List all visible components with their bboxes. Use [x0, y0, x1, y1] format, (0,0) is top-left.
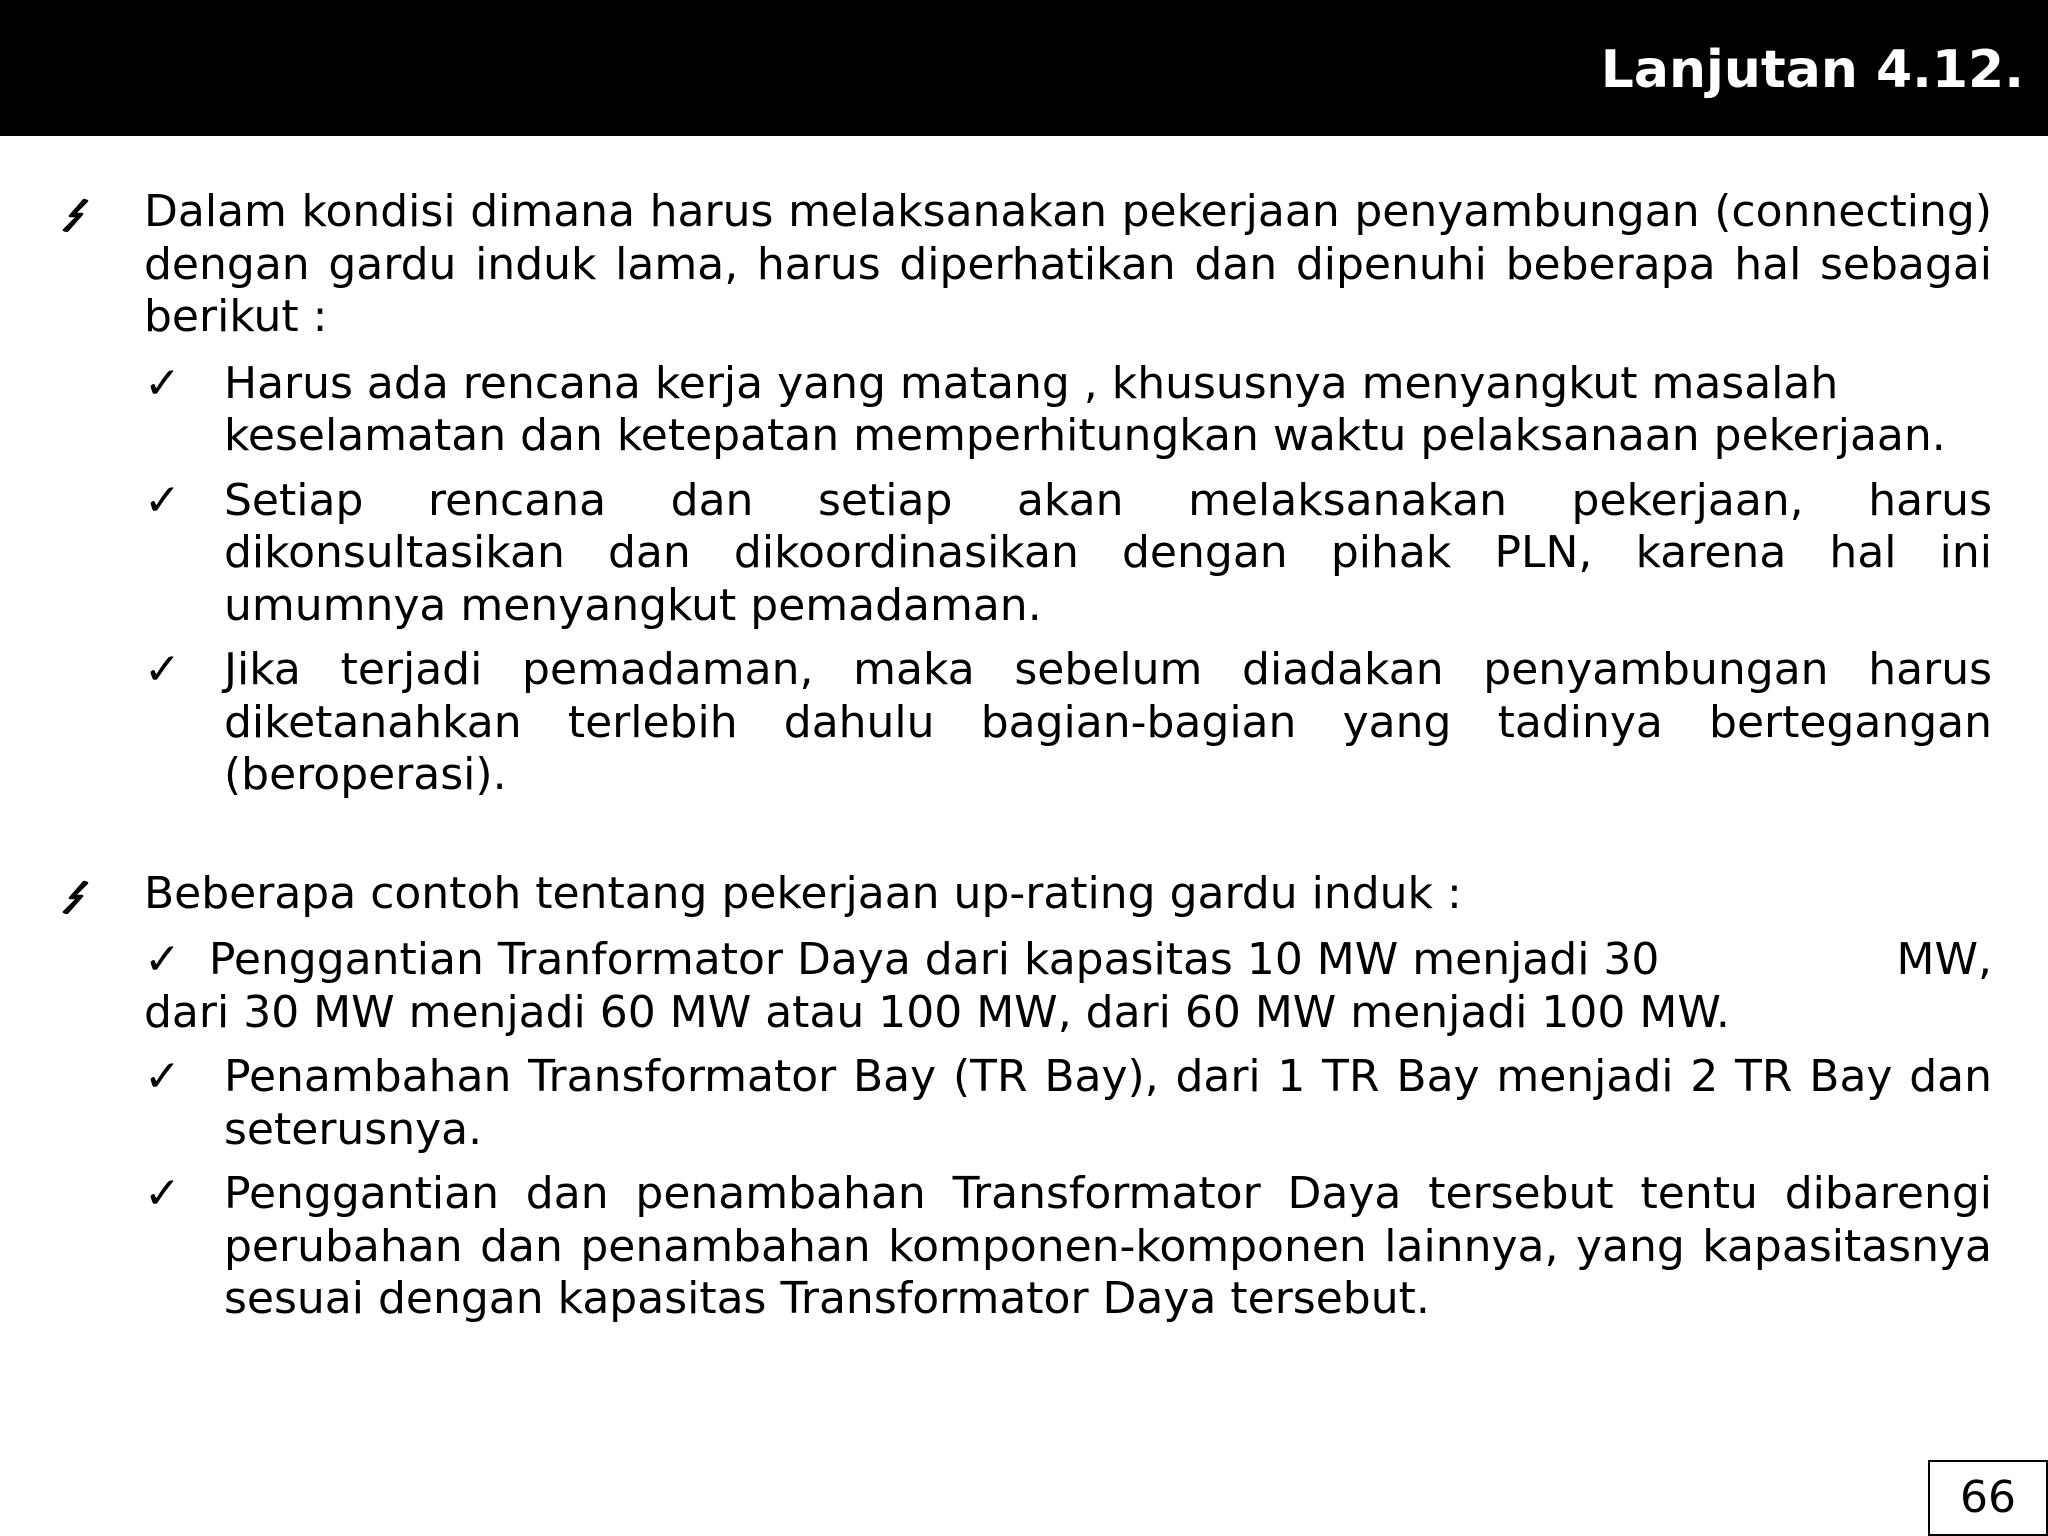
sub-item: [0, 475, 2048, 633]
sub-item-text: Harus ada rencana kerja yang matang , khususnya menyangkut masalah keselamatan dan ketepatan memperhitungkan waktu pelaksanaan pekerjaan.: [224, 357, 1946, 461]
slide-content: [0, 186, 2048, 1326]
sub-item-text-end: MW,: [1896, 934, 1992, 985]
title-bar: [0, 0, 2048, 136]
sub-item-text-continued: dari 30 MW menjadi 60 MW atau 100 MW, dari 60 MW menjadi 100 MW.: [144, 986, 1730, 1038]
check-icon: ✓: [144, 357, 181, 409]
sub-item-text: Penambahan Transformator Bay (TR Bay), dari 1 TR Bay menjadi 2 TR Bay dan seterusnya.: [224, 1051, 1992, 1155]
sub-item-text: Penggantian Tranformator Daya dari kapasitas 10 MW menjadi 30: [208, 934, 1660, 985]
check-icon: ✓: [144, 934, 181, 985]
bullet-text: Beberapa contoh tentang pekerjaan up-rating gardu induk :: [144, 867, 1462, 919]
lightning-bolt-icon: [58, 880, 92, 914]
lightning-bolt-icon: [58, 198, 92, 232]
bullet-text: Dalam kondisi dimana harus melaksanakan pekerjaan penyambungan (connecting) dengan gardu induk lama, harus diperhatikan dan dipenuhi beberapa hal sebagai berikut :: [144, 186, 1992, 342]
sub-item: [0, 1168, 2048, 1326]
check-icon: ✓: [144, 474, 181, 526]
sub-item-text: Jika terjadi pemadaman, maka sebelum diadakan penyambungan harus diketanahkan terlebih dahulu bagian-bagian yang tadinya bertegangan (beroperasi).: [224, 644, 1992, 800]
sub-item-text: Penggantian dan penambahan Transformator Daya tersebut tentu dibarengi perubahan dan penambahan komponen-komponen lainnya, yang kapasitasnya sesuai dengan kapasitas Transformator Daya tersebut.: [224, 1168, 1992, 1324]
page-title: Lanjutan 4.12.: [1600, 40, 2024, 100]
sub-item: [144, 934, 1992, 1039]
sub-item: [0, 358, 2048, 463]
sub-item: [0, 1051, 2048, 1156]
check-icon: ✓: [144, 1051, 181, 1102]
page-number: 66: [1928, 1460, 2048, 1536]
sub-item-text: Setiap rencana dan setiap akan melaksanakan pekerjaan, harus dikonsultasikan dan dikoordinasikan dengan pihak PLN, karena hal ini umumnya menyangkut pemadaman.: [224, 474, 1992, 631]
bullet-section-uprating: [0, 868, 2048, 1326]
check-icon: ✓: [144, 1168, 181, 1219]
check-icon: ✓: [144, 644, 181, 695]
bullet-section-connecting: [0, 186, 2048, 802]
sub-item: [0, 644, 2048, 802]
